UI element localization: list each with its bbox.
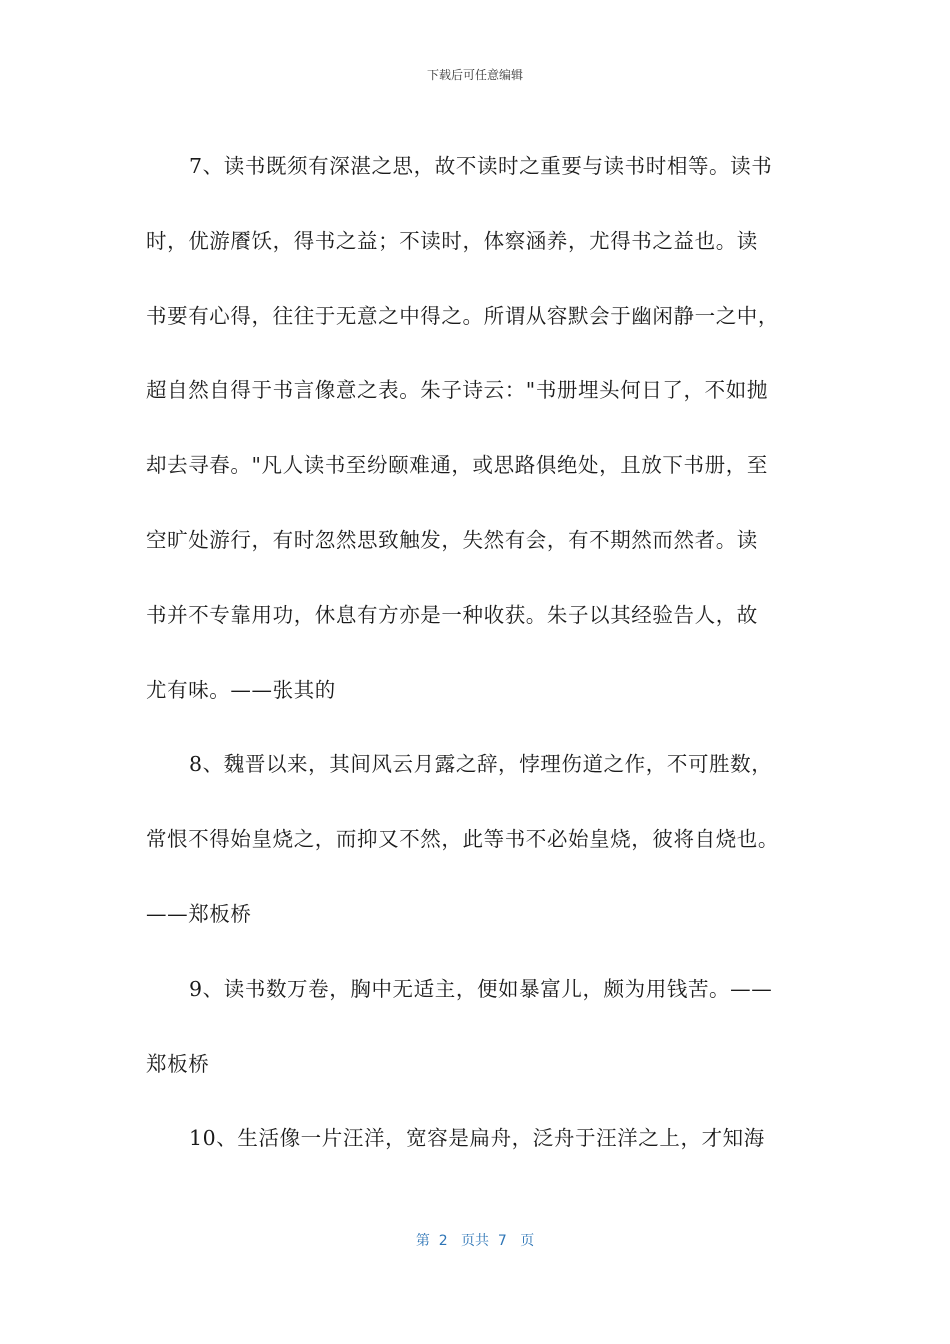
document-body <box>146 129 806 1176</box>
text-line: 7、读书既须有深湛之思，故不读时之重要与读书时相等。读书 <box>189 154 773 178</box>
quote-paragraph-9 <box>146 952 806 1102</box>
text-line: 书要有心得，往往于无意之中得之。所谓从容默会于幽闲静一之中， <box>146 303 779 328</box>
quote-paragraph-8 <box>146 727 806 951</box>
footer-suffix: 页 <box>520 1233 535 1249</box>
footer-prefix: 第 <box>415 1233 430 1249</box>
text-line: ——郑板桥 <box>146 901 252 926</box>
text-line: 8、魏晋以来，其间风云月露之辞，悖理伤道之作，不可胜数， <box>189 752 773 777</box>
text-line: 书并不专靠用功，休息有方亦是一种收获。朱子以其经验告人，故 <box>146 602 758 627</box>
text-line: 超自然自得于书言像意之表。朱子诗云："书册埋头何日了，不如抛 <box>146 378 768 403</box>
footer-middle: 页共 <box>461 1233 489 1249</box>
text-line: 却去寻春。"凡人读书至纷颐难通，或思路俱绝处，且放下书册，至 <box>146 453 768 478</box>
text-line: 空旷处游行，有时忽然思致触发，失然有会，有不期然而然者。读 <box>146 527 758 552</box>
header-text: 下载后可任意编辑 <box>426 68 523 82</box>
footer-current-page: 2 <box>438 1233 448 1249</box>
text-line: 时，优游餍饫，得书之益；不读时，体察涵养，尤得书之益也。读 <box>146 228 758 253</box>
text-line: 9、读书数万卷，胸中无适主，便如暴富儿，颇为用钱苦。—— <box>189 976 773 1001</box>
page-header <box>0 66 950 83</box>
text-line: 常恨不得始皇烧之，而抑又不然，此等书不必始皇烧，彼将自烧也。 <box>146 827 779 852</box>
text-line: 尤有味。——张其的 <box>146 677 336 702</box>
quote-paragraph-7 <box>146 129 806 727</box>
text-line: 郑板桥 <box>146 1051 210 1076</box>
page-footer <box>0 1230 950 1250</box>
footer-total-pages: 7 <box>497 1233 507 1249</box>
quote-paragraph-10 <box>146 1101 806 1176</box>
text-line: 10、生活像一片汪洋，宽容是扁舟，泛舟于汪洋之上，才知海 <box>189 1126 765 1151</box>
